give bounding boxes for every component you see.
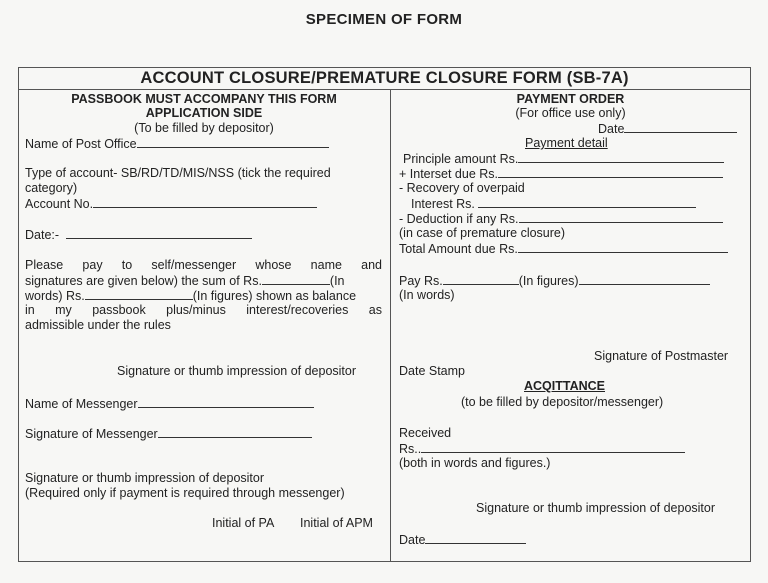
initial-pa: Initial of PA — [212, 516, 275, 530]
interest-rs-field[interactable] — [478, 196, 696, 208]
account-no-label: Account No. — [25, 197, 94, 211]
date-label: Date:- — [25, 228, 60, 242]
pay-rs-label: Pay Rs. — [399, 274, 443, 288]
column-divider — [390, 89, 391, 562]
pay-rs-field[interactable] — [443, 273, 519, 285]
post-office-label: Name of Post Office — [25, 137, 137, 151]
in-words-label: (In words) — [399, 288, 455, 302]
account-type-line1: Type of account- SB/RD/TD/MIS/NSS (tick the required — [25, 166, 331, 180]
payment-detail-heading: Payment detail — [525, 136, 608, 150]
post-office-field[interactable] — [137, 136, 329, 148]
required-note: (Required only if payment is required through messenger) — [25, 486, 345, 500]
received-rs-row — [399, 441, 685, 457]
payment-date-label: Date — [598, 122, 625, 136]
date-row — [25, 227, 252, 243]
principle-field[interactable] — [518, 151, 724, 163]
messenger-signature-field[interactable] — [158, 426, 312, 438]
post-office-row — [25, 136, 329, 152]
payment-order-heading: PAYMENT ORDER — [516, 92, 625, 106]
account-no-row — [25, 196, 317, 212]
acquittance-note: (to be filled by depositor/messenger) — [461, 395, 664, 409]
deduction-field[interactable] — [519, 211, 723, 223]
specimen-title: SPECIMEN OF FORM — [305, 11, 463, 28]
sum-words-field[interactable] — [262, 273, 330, 285]
deduction-label: - Deduction if any Rs. — [399, 212, 519, 226]
premature-note: (in case of premature closure) — [399, 226, 566, 240]
payment-date-row — [598, 121, 737, 137]
account-type-line2: category) — [25, 181, 78, 195]
pay-line2-end: (In — [329, 274, 345, 288]
acquittance-date-field[interactable] — [425, 532, 526, 544]
interest-due-label: + Interset due Rs. — [399, 167, 499, 181]
pay-line2 — [25, 273, 345, 289]
initial-apm: Initial of APM — [300, 516, 373, 530]
interest-rs-row — [411, 196, 696, 212]
total-field[interactable] — [518, 241, 728, 253]
filled-by-note: (To be filled by depositor) — [134, 121, 274, 135]
postmaster-signature-label: Signature of Postmaster — [594, 349, 729, 363]
form-title: ACCOUNT CLOSURE/PREMATURE CLOSURE FORM (SB-7A) — [140, 69, 629, 87]
received-rs-field[interactable] — [421, 441, 685, 453]
sum-figures-field[interactable] — [85, 288, 193, 300]
recovery-label: - Recovery of overpaid — [399, 181, 525, 195]
messenger-signature-row — [25, 426, 312, 442]
total-row — [399, 241, 728, 257]
total-label: Total Amount due Rs. — [399, 242, 518, 256]
pay-rs-row — [399, 273, 710, 289]
pay-line4: in my passbook plus/minus interest/recoveries as — [25, 303, 382, 317]
date-stamp-label: Date Stamp — [399, 364, 466, 378]
account-no-field[interactable] — [93, 196, 317, 208]
messenger-name-label: Name of Messenger — [25, 397, 138, 411]
received-label: Received — [399, 426, 452, 440]
in-figures-label: (In figures) — [518, 274, 579, 288]
pay-line3-text: words) Rs. — [25, 289, 85, 303]
pay-line1: Please pay to self/messenger whose name and — [25, 258, 382, 272]
passbook-note: PASSBOOK MUST ACCOMPANY THIS FORM — [71, 92, 337, 106]
interest-rs-label: Interest Rs. — [411, 197, 475, 211]
depositor-signature-label-2: Signature or thumb impression of depositor — [25, 471, 265, 485]
office-use-note: (For office use only) — [515, 106, 626, 120]
depositor-signature-label: Signature or thumb impression of depositor — [117, 364, 357, 378]
received-rs-label: Rs.. — [399, 442, 422, 456]
payment-date-field[interactable] — [624, 121, 737, 133]
acquittance-date-label: Date — [399, 533, 426, 547]
title-divider — [18, 89, 751, 90]
pay-figures-field[interactable] — [579, 273, 710, 285]
date-field[interactable] — [66, 227, 252, 239]
messenger-name-field[interactable] — [138, 396, 314, 408]
depositor-signature-label-right: Signature or thumb impression of depositor — [476, 501, 716, 515]
messenger-signature-label: Signature of Messenger — [25, 427, 158, 441]
principle-row — [403, 151, 724, 167]
deduction-row — [399, 211, 723, 227]
acquittance-date-row — [399, 532, 526, 548]
interest-due-field[interactable] — [498, 166, 723, 178]
acquittance-heading: ACQITTANCE — [524, 379, 606, 393]
application-side-heading: APPLICATION SIDE — [145, 106, 263, 120]
pay-line5: admissible under the rules — [25, 318, 171, 332]
pay-line3-end: (In figures) shown as balance — [192, 289, 357, 303]
principle-label: Principle amount Rs. — [403, 152, 519, 166]
interest-due-row — [399, 166, 723, 182]
both-note: (both in words and figures.) — [399, 456, 551, 470]
pay-line3 — [25, 288, 356, 304]
messenger-name-row — [25, 396, 314, 412]
pay-line2-text: signatures are given below) the sum of Rs. — [25, 274, 262, 288]
